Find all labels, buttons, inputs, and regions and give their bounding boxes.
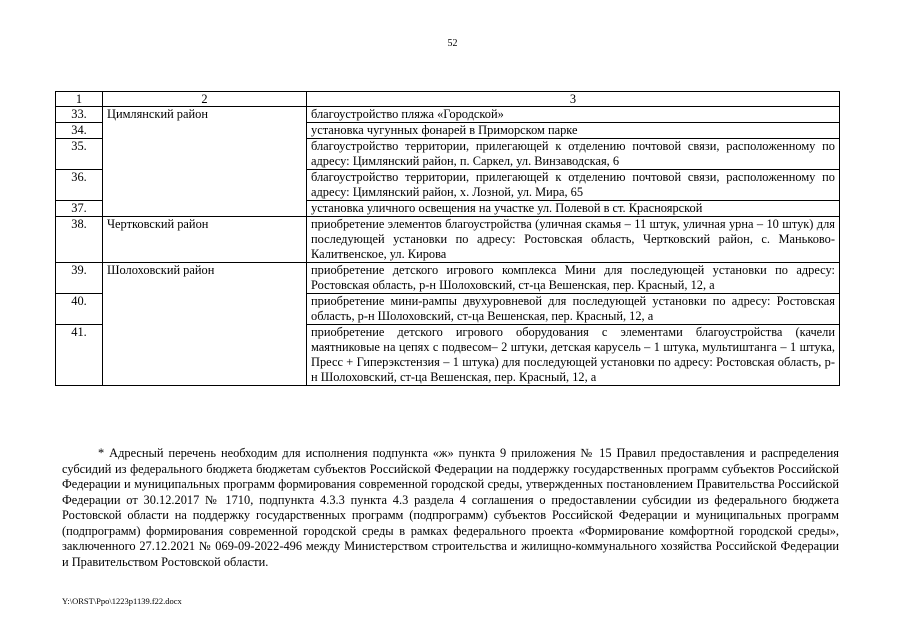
description-cell: благоустройство территории, прилегающей к отделению почтовой связи, расположенному по адресу: Цимлянский район, п. Саркел, ул. Винзаводская, 6 xyxy=(307,139,840,170)
table-row xyxy=(56,263,840,294)
description-cell: благоустройство пляжа «Городской» xyxy=(307,107,840,123)
description-cell: приобретение детского игрового комплекса Мини для последующей установки по адресу: Ростовская область, р-н Шолоховский, ст-ца Вешенская, пер. Красный, 12, а xyxy=(307,263,840,294)
description-cell: приобретение элементов благоустройства (уличная скамья – 11 штук, уличная урна – 10 штук) для последующей установки по адресу: Ростовская область, Чертковский район, с. Маньково-Калитвенское, ул. Кирова xyxy=(307,217,840,263)
district-cell: Шолоховский район xyxy=(103,263,307,294)
address-list-table xyxy=(55,91,840,386)
description-cell: приобретение детского игрового оборудования с элементами благоустройства (качели маятниковые на цепях с подвесом– 2 штуки, детская карусель – 1 штука, мультиштанга – 1 штука, Пресс + Гиперэкстензия – 1 штука) для последующей установки по адресу: Ростовская область, р-н Шолоховский, ст-ца Вешенская, пер. Красный, 12, а xyxy=(307,325,840,386)
row-number: 35. xyxy=(56,139,103,170)
row-number: 41. xyxy=(56,325,103,386)
description-cell: установка уличного освещения на участке ул. Полевой в ст. Красноярской xyxy=(307,201,840,217)
table-row xyxy=(56,294,840,325)
table-row xyxy=(56,107,840,123)
row-number: 39. xyxy=(56,263,103,294)
header-cell: 1 xyxy=(56,92,103,107)
table-row xyxy=(56,325,840,386)
description-cell: благоустройство территории, прилегающей к отделению почтовой связи, расположенному по адресу: Цимлянский район, х. Лозной, ул. Мира, 65 xyxy=(307,170,840,201)
header-cell: 3 xyxy=(307,92,840,107)
description-cell: установка чугунных фонарей в Приморском парке xyxy=(307,123,840,139)
row-number: 33. xyxy=(56,107,103,123)
header-cell: 2 xyxy=(103,92,307,107)
page-number: 52 xyxy=(447,38,458,49)
district-cell: Чертковский район xyxy=(103,217,307,263)
footnote-text: * Адресный перечень необходим для исполнения подпункта «ж» пункта 9 приложения № 15 Правил предоставления и распределения субсидий из федерального бюджета бюджетам субъектов Российской Федерации на поддержку государственных программ субъектов Российской Федерации и муниципальных программ формирования современной городской среды, утвержденных постановлением Правительства Российской Федерации от 30.12.2017 № 1710, подпункта 4.3.3 пункта 4.3 раздела 4 соглашения о предоставлении субсидии из федерального бюджета Ростовской области на поддержку государственных программ (подпрограмм) субъектов Российской Федерации и муниципальных программ (подпрограмм) формирования современной городской среды в рамках федерального проекта «Формирование комфортной городской среды», заключенного 27.12.2021 № 069-09-2022-496 между Министерством строительства и жилищно-коммунального хозяйства Российской Федерации и Правительством Ростовской области. xyxy=(62,446,839,569)
row-number: 34. xyxy=(56,123,103,139)
row-number: 36. xyxy=(56,170,103,201)
district-cell xyxy=(103,325,307,386)
district-cell xyxy=(103,139,307,170)
table-row xyxy=(56,201,840,217)
table-row xyxy=(56,123,840,139)
row-number: 37. xyxy=(56,201,103,217)
district-cell xyxy=(103,123,307,139)
footnote xyxy=(62,446,839,570)
district-cell: Цимлянский район xyxy=(103,107,307,123)
row-number: 40. xyxy=(56,294,103,325)
district-cell xyxy=(103,294,307,325)
table-row xyxy=(56,217,840,263)
district-cell xyxy=(103,170,307,201)
row-number: 38. xyxy=(56,217,103,263)
table-row xyxy=(56,139,840,170)
table-row xyxy=(56,170,840,201)
district-cell xyxy=(103,201,307,217)
file-path: Y:\ORST\Ppo\1223p1139.f22.docx xyxy=(62,596,182,606)
description-cell: приобретение мини-рампы двухуровневой для последующей установки по адресу: Ростовская область, р-н Шолоховский, ст-ца Вешенская, пер. Красный, 12, а xyxy=(307,294,840,325)
table-header-row xyxy=(56,92,840,107)
